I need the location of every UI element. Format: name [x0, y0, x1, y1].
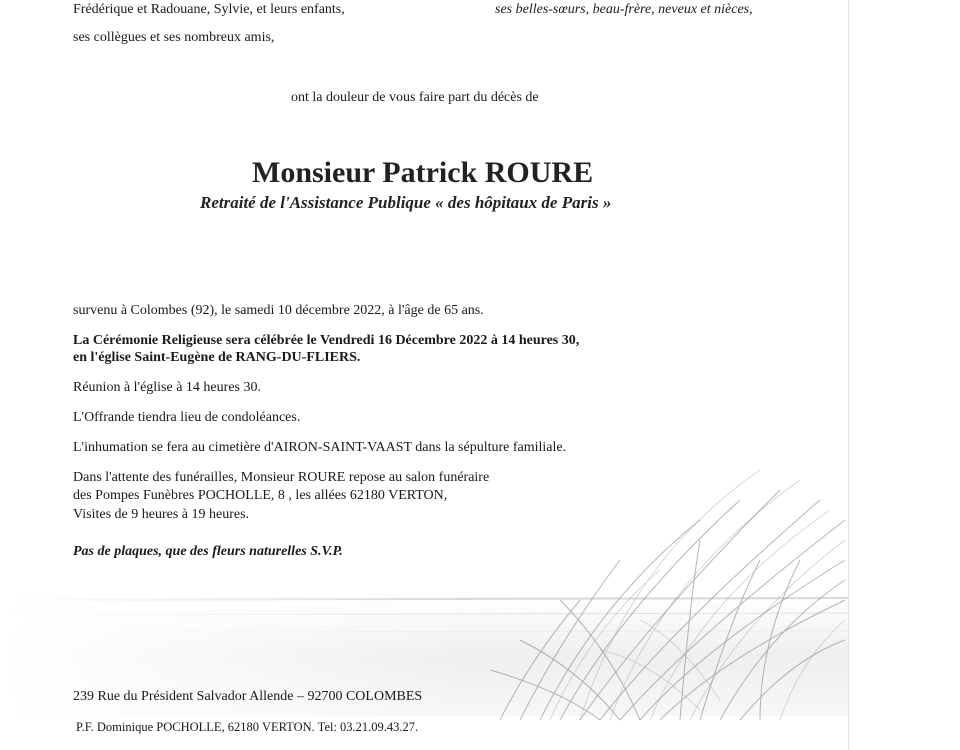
announcement: ont la douleur de vous faire part du décès de: [291, 90, 539, 105]
rest-line1: Dans l'attente des funérailles, Monsieur ROURE repose au salon funéraire: [73, 470, 490, 485]
address-line: 239 Rue du Président Salvador Allende – 92700 COLOMBES: [73, 689, 423, 704]
flowers-note: Pas de plaques, que des fleurs naturelles S.V.P.: [73, 544, 343, 559]
page-edge: [848, 0, 849, 750]
family-left-line2: ses collègues et ses nombreux amis,: [73, 30, 275, 45]
ceremony-line2: en l'église Saint-Eugène de RANG-DU-FLIERS.: [73, 350, 361, 365]
rest-line2: des Pompes Funèbres POCHOLLE, 8 , les allées 62180 VERTON,: [73, 488, 448, 503]
offering-line: L'Offrande tiendra lieu de condoléances.: [73, 410, 301, 425]
meeting-line: Réunion à l'église à 14 heures 30.: [73, 380, 261, 395]
deceased-title: Retraité de l'Assistance Publique « des hôpitaux de Paris »: [200, 193, 612, 212]
deceased-name: Monsieur Patrick ROURE: [252, 156, 594, 189]
family-left-line1: Frédérique et Radouane, Sylvie, et leurs enfants,: [73, 2, 345, 17]
funeral-home-line: P.F. Dominique POCHOLLE, 62180 VERTON. Tel: 03.21.09.43.27.: [76, 720, 419, 734]
rest-line3: Visites de 9 heures à 19 heures.: [73, 507, 250, 522]
death-line: survenu à Colombes (92), le samedi 10 décembre 2022, à l'âge de 65 ans.: [73, 303, 484, 318]
ceremony-line1: La Cérémonie Religieuse sera célébrée le Vendredi 16 Décembre 2022 à 14 heures 30,: [73, 333, 580, 348]
burial-line: L'inhumation se fera au cimetière d'AIRON-SAINT-VAAST dans la sépulture familiale.: [73, 440, 567, 455]
family-right-line1: ses belles-sœurs, beau-frère, neveux et nièces,: [495, 2, 753, 17]
